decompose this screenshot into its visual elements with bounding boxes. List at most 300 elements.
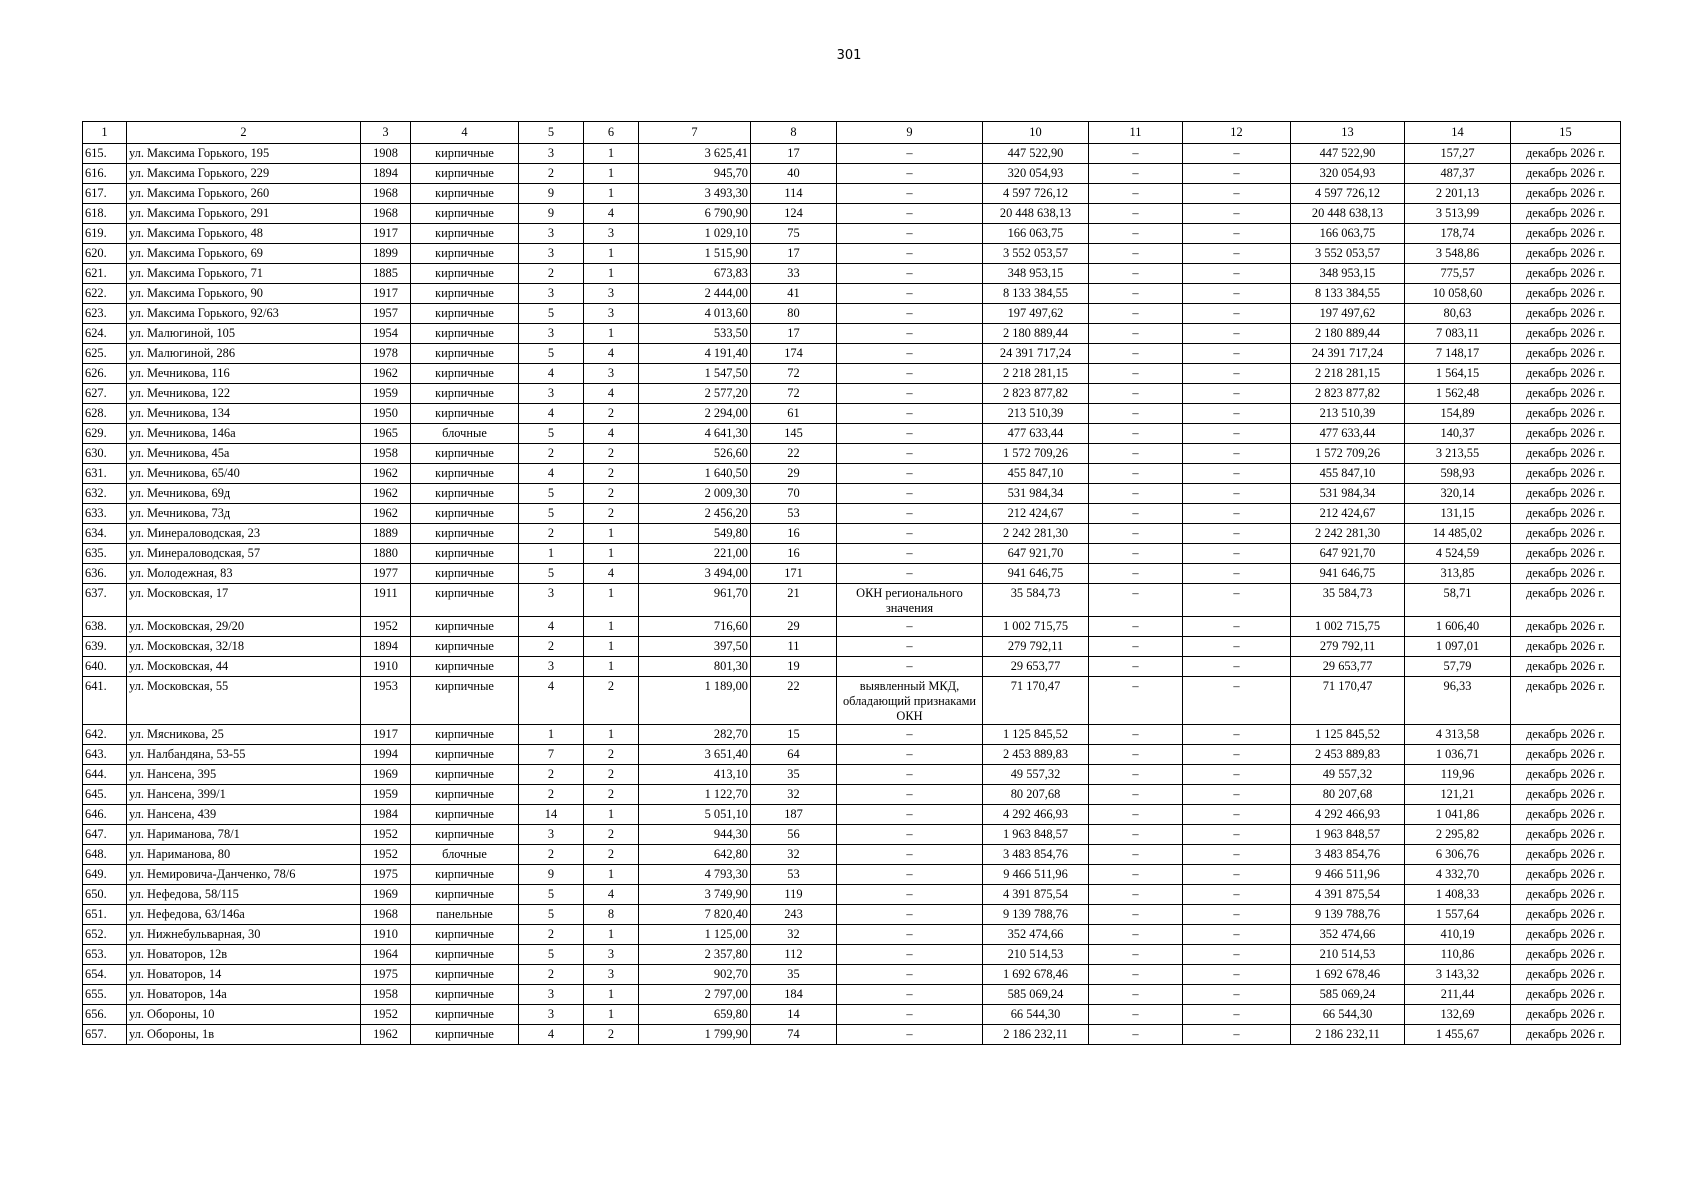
housing-registry-table: [82, 121, 1621, 1045]
cell-col-6: 4: [584, 204, 639, 224]
column-header-9: 9: [837, 122, 983, 144]
cell-col-12: –: [1183, 364, 1291, 384]
cell-col-2: ул. Нансена, 439: [127, 805, 361, 825]
cell-col-4: кирпичные: [411, 1005, 519, 1025]
table-row: [83, 144, 1621, 164]
cell-col-11: –: [1089, 224, 1183, 244]
cell-col-8: 124: [751, 204, 837, 224]
cell-col-9: –: [837, 284, 983, 304]
cell-col-8: 75: [751, 224, 837, 244]
cell-col-13: 1 002 715,75: [1291, 617, 1405, 637]
cell-col-3: 1885: [361, 264, 411, 284]
cell-col-10: 1 963 848,57: [983, 825, 1089, 845]
cell-col-6: 1: [584, 544, 639, 564]
cell-col-11: –: [1089, 1025, 1183, 1045]
cell-col-3: 1975: [361, 865, 411, 885]
cell-col-14: 1 562,48: [1405, 384, 1511, 404]
column-header-2: 2: [127, 122, 361, 144]
cell-col-2: ул. Молодежная, 83: [127, 564, 361, 584]
cell-col-13: 166 063,75: [1291, 224, 1405, 244]
cell-col-9: –: [837, 965, 983, 985]
cell-col-5: 3: [519, 584, 584, 617]
cell-col-8: 35: [751, 765, 837, 785]
cell-col-14: 96,33: [1405, 677, 1511, 725]
cell-col-11: –: [1089, 885, 1183, 905]
cell-col-6: 2: [584, 444, 639, 464]
cell-col-2: ул. Обороны, 10: [127, 1005, 361, 1025]
cell-col-14: 80,63: [1405, 304, 1511, 324]
cell-col-8: 112: [751, 945, 837, 965]
cell-col-7: 1 122,70: [639, 785, 751, 805]
cell-col-13: 279 792,11: [1291, 637, 1405, 657]
cell-col-8: 41: [751, 284, 837, 304]
cell-col-3: 1954: [361, 324, 411, 344]
cell-col-3: 1952: [361, 845, 411, 865]
cell-col-14: 1 041,86: [1405, 805, 1511, 825]
cell-col-9: –: [837, 204, 983, 224]
cell-col-4: кирпичные: [411, 444, 519, 464]
table-row: [83, 905, 1621, 925]
cell-col-5: 3: [519, 244, 584, 264]
cell-col-9: –: [837, 304, 983, 324]
cell-col-10: 9 139 788,76: [983, 905, 1089, 925]
cell-col-2: ул. Мечникова, 45а: [127, 444, 361, 464]
cell-col-5: 2: [519, 264, 584, 284]
cell-col-14: 3 143,32: [1405, 965, 1511, 985]
cell-col-3: 1880: [361, 544, 411, 564]
cell-col-4: кирпичные: [411, 617, 519, 637]
cell-col-1: 656.: [83, 1005, 127, 1025]
cell-col-11: –: [1089, 324, 1183, 344]
cell-col-6: 2: [584, 765, 639, 785]
cell-col-13: 477 633,44: [1291, 424, 1405, 444]
cell-col-12: –: [1183, 945, 1291, 965]
cell-col-7: 1 640,50: [639, 464, 751, 484]
cell-col-10: 8 133 384,55: [983, 284, 1089, 304]
cell-col-14: 6 306,76: [1405, 845, 1511, 865]
column-header-6: 6: [584, 122, 639, 144]
table-row: [83, 885, 1621, 905]
cell-col-1: 616.: [83, 164, 127, 184]
cell-col-3: 1908: [361, 144, 411, 164]
cell-col-10: 4 292 466,93: [983, 805, 1089, 825]
cell-col-2: ул. Московская, 55: [127, 677, 361, 725]
cell-col-12: –: [1183, 845, 1291, 865]
cell-col-7: 659,80: [639, 1005, 751, 1025]
cell-col-6: 3: [584, 364, 639, 384]
cell-col-15: декабрь 2026 г.: [1511, 845, 1621, 865]
cell-col-8: 35: [751, 965, 837, 985]
cell-col-9: –: [837, 224, 983, 244]
cell-col-4: панельные: [411, 905, 519, 925]
cell-col-11: –: [1089, 364, 1183, 384]
cell-col-8: 22: [751, 677, 837, 725]
cell-col-1: 615.: [83, 144, 127, 164]
cell-col-15: декабрь 2026 г.: [1511, 144, 1621, 164]
cell-col-10: 20 448 638,13: [983, 204, 1089, 224]
cell-col-5: 3: [519, 324, 584, 344]
cell-col-5: 9: [519, 184, 584, 204]
cell-col-5: 3: [519, 985, 584, 1005]
cell-col-11: –: [1089, 564, 1183, 584]
column-header-15: 15: [1511, 122, 1621, 144]
cell-col-1: 629.: [83, 424, 127, 444]
cell-col-13: 531 984,34: [1291, 484, 1405, 504]
cell-col-6: 1: [584, 184, 639, 204]
cell-col-3: 1952: [361, 617, 411, 637]
cell-col-13: 2 242 281,30: [1291, 524, 1405, 544]
cell-col-9: –: [837, 725, 983, 745]
cell-col-1: 645.: [83, 785, 127, 805]
cell-col-7: 1 515,90: [639, 244, 751, 264]
cell-col-13: 647 921,70: [1291, 544, 1405, 564]
table-row: [83, 637, 1621, 657]
table-row: [83, 865, 1621, 885]
cell-col-13: 80 207,68: [1291, 785, 1405, 805]
cell-col-12: –: [1183, 464, 1291, 484]
cell-col-9: –: [837, 384, 983, 404]
cell-col-5: 4: [519, 364, 584, 384]
cell-col-2: ул. Налбандяна, 53-55: [127, 745, 361, 765]
cell-col-10: 2 180 889,44: [983, 324, 1089, 344]
cell-col-2: ул. Максима Горького, 195: [127, 144, 361, 164]
cell-col-14: 131,15: [1405, 504, 1511, 524]
cell-col-10: 35 584,73: [983, 584, 1089, 617]
cell-col-1: 635.: [83, 544, 127, 564]
cell-col-13: 4 292 466,93: [1291, 805, 1405, 825]
cell-col-5: 4: [519, 677, 584, 725]
cell-col-10: 477 633,44: [983, 424, 1089, 444]
cell-col-3: 1952: [361, 825, 411, 845]
cell-col-7: 2 577,20: [639, 384, 751, 404]
cell-col-5: 2: [519, 785, 584, 805]
cell-col-12: –: [1183, 805, 1291, 825]
cell-col-10: 1 002 715,75: [983, 617, 1089, 637]
cell-col-6: 2: [584, 464, 639, 484]
cell-col-13: 24 391 717,24: [1291, 344, 1405, 364]
cell-col-5: 3: [519, 825, 584, 845]
cell-col-10: 2 823 877,82: [983, 384, 1089, 404]
cell-col-2: ул. Мечникова, 134: [127, 404, 361, 424]
cell-col-6: 1: [584, 985, 639, 1005]
cell-col-8: 119: [751, 885, 837, 905]
cell-col-8: 19: [751, 657, 837, 677]
cell-col-6: 3: [584, 945, 639, 965]
cell-col-3: 1917: [361, 725, 411, 745]
cell-col-7: 1 029,10: [639, 224, 751, 244]
cell-col-4: кирпичные: [411, 765, 519, 785]
cell-col-15: декабрь 2026 г.: [1511, 677, 1621, 725]
column-header-11: 11: [1089, 122, 1183, 144]
cell-col-13: 1 125 845,52: [1291, 725, 1405, 745]
cell-col-6: 2: [584, 825, 639, 845]
cell-col-3: 1894: [361, 637, 411, 657]
cell-col-4: кирпичные: [411, 324, 519, 344]
cell-col-7: 3 651,40: [639, 745, 751, 765]
cell-col-8: 114: [751, 184, 837, 204]
cell-col-12: –: [1183, 825, 1291, 845]
cell-col-4: кирпичные: [411, 284, 519, 304]
cell-col-7: 1 189,00: [639, 677, 751, 725]
cell-col-4: кирпичные: [411, 304, 519, 324]
cell-col-5: 4: [519, 1025, 584, 1045]
table-row: [83, 324, 1621, 344]
cell-col-7: 4 191,40: [639, 344, 751, 364]
cell-col-12: –: [1183, 324, 1291, 344]
cell-col-14: 1 036,71: [1405, 745, 1511, 765]
cell-col-6: 2: [584, 404, 639, 424]
cell-col-15: декабрь 2026 г.: [1511, 224, 1621, 244]
cell-col-14: 4 332,70: [1405, 865, 1511, 885]
cell-col-13: 8 133 384,55: [1291, 284, 1405, 304]
cell-col-6: 2: [584, 1025, 639, 1045]
cell-col-13: 2 186 232,11: [1291, 1025, 1405, 1045]
cell-col-5: 9: [519, 204, 584, 224]
cell-col-8: 16: [751, 524, 837, 544]
cell-col-11: –: [1089, 725, 1183, 745]
cell-col-8: 174: [751, 344, 837, 364]
column-header-5: 5: [519, 122, 584, 144]
cell-col-1: 628.: [83, 404, 127, 424]
cell-col-5: 5: [519, 885, 584, 905]
cell-col-2: ул. Малюгиной, 286: [127, 344, 361, 364]
cell-col-11: –: [1089, 825, 1183, 845]
table-row: [83, 765, 1621, 785]
cell-col-10: 71 170,47: [983, 677, 1089, 725]
table-row: [83, 264, 1621, 284]
cell-col-13: 2 218 281,15: [1291, 364, 1405, 384]
cell-col-7: 716,60: [639, 617, 751, 637]
cell-col-1: 643.: [83, 745, 127, 765]
cell-col-9: –: [837, 617, 983, 637]
cell-col-7: 397,50: [639, 637, 751, 657]
cell-col-15: декабрь 2026 г.: [1511, 264, 1621, 284]
cell-col-15: декабрь 2026 г.: [1511, 865, 1621, 885]
cell-col-5: 4: [519, 617, 584, 637]
cell-col-1: 623.: [83, 304, 127, 324]
cell-col-14: 3 513,99: [1405, 204, 1511, 224]
cell-col-12: –: [1183, 224, 1291, 244]
cell-col-11: –: [1089, 504, 1183, 524]
cell-col-1: 646.: [83, 805, 127, 825]
cell-col-15: декабрь 2026 г.: [1511, 544, 1621, 564]
cell-col-2: ул. Нефедова, 63/146а: [127, 905, 361, 925]
cell-col-12: –: [1183, 384, 1291, 404]
cell-col-10: 647 921,70: [983, 544, 1089, 564]
cell-col-4: блочные: [411, 845, 519, 865]
cell-col-14: 121,21: [1405, 785, 1511, 805]
cell-col-3: 1978: [361, 344, 411, 364]
cell-col-2: ул. Максима Горького, 260: [127, 184, 361, 204]
cell-col-7: 2 444,00: [639, 284, 751, 304]
cell-col-1: 617.: [83, 184, 127, 204]
table-row: [83, 424, 1621, 444]
cell-col-13: 2 823 877,82: [1291, 384, 1405, 404]
cell-col-8: 70: [751, 484, 837, 504]
cell-col-3: 1969: [361, 765, 411, 785]
cell-col-1: 622.: [83, 284, 127, 304]
cell-col-13: 941 646,75: [1291, 564, 1405, 584]
cell-col-14: 1 557,64: [1405, 905, 1511, 925]
table-row: [83, 677, 1621, 725]
cell-col-5: 5: [519, 304, 584, 324]
column-header-3: 3: [361, 122, 411, 144]
cell-col-9: –: [837, 324, 983, 344]
cell-col-2: ул. Максима Горького, 92/63: [127, 304, 361, 324]
cell-col-3: 1962: [361, 1025, 411, 1045]
cell-col-7: 2 456,20: [639, 504, 751, 524]
cell-col-13: 320 054,93: [1291, 164, 1405, 184]
cell-col-9: –: [837, 637, 983, 657]
cell-col-4: кирпичные: [411, 524, 519, 544]
cell-col-14: 58,71: [1405, 584, 1511, 617]
column-header-13: 13: [1291, 122, 1405, 144]
cell-col-2: ул. Максима Горького, 90: [127, 284, 361, 304]
cell-col-7: 4 793,30: [639, 865, 751, 885]
cell-col-9: –: [837, 524, 983, 544]
cell-col-8: 22: [751, 444, 837, 464]
cell-col-3: 1917: [361, 224, 411, 244]
cell-col-12: –: [1183, 344, 1291, 364]
cell-col-1: 638.: [83, 617, 127, 637]
cell-col-2: ул. Нефедова, 58/115: [127, 885, 361, 905]
table-row: [83, 745, 1621, 765]
cell-col-11: –: [1089, 464, 1183, 484]
cell-col-6: 1: [584, 805, 639, 825]
cell-col-5: 4: [519, 464, 584, 484]
table-row: [83, 364, 1621, 384]
cell-col-4: кирпичные: [411, 504, 519, 524]
cell-col-14: 157,27: [1405, 144, 1511, 164]
cell-col-14: 10 058,60: [1405, 284, 1511, 304]
cell-col-12: –: [1183, 304, 1291, 324]
cell-col-4: кирпичные: [411, 484, 519, 504]
cell-col-6: 1: [584, 324, 639, 344]
cell-col-2: ул. Максима Горького, 229: [127, 164, 361, 184]
table-row: [83, 805, 1621, 825]
cell-col-13: 20 448 638,13: [1291, 204, 1405, 224]
cell-col-4: кирпичные: [411, 244, 519, 264]
cell-col-11: –: [1089, 584, 1183, 617]
cell-col-8: 16: [751, 544, 837, 564]
cell-col-13: 447 522,90: [1291, 144, 1405, 164]
cell-col-6: 1: [584, 264, 639, 284]
cell-col-13: 29 653,77: [1291, 657, 1405, 677]
cell-col-15: декабрь 2026 г.: [1511, 617, 1621, 637]
cell-col-4: кирпичные: [411, 885, 519, 905]
cell-col-8: 17: [751, 324, 837, 344]
cell-col-11: –: [1089, 805, 1183, 825]
cell-col-7: 2 797,00: [639, 985, 751, 1005]
cell-col-12: –: [1183, 925, 1291, 945]
cell-col-6: 1: [584, 637, 639, 657]
cell-col-4: кирпичные: [411, 584, 519, 617]
cell-col-2: ул. Мечникова, 69д: [127, 484, 361, 504]
cell-col-3: 1969: [361, 885, 411, 905]
cell-col-2: ул. Мясникова, 25: [127, 725, 361, 745]
cell-col-6: 2: [584, 484, 639, 504]
cell-col-3: 1894: [361, 164, 411, 184]
cell-col-8: 17: [751, 144, 837, 164]
cell-col-14: 154,89: [1405, 404, 1511, 424]
table-row: [83, 224, 1621, 244]
table-row: [83, 657, 1621, 677]
table-row: [83, 544, 1621, 564]
cell-col-8: 145: [751, 424, 837, 444]
cell-col-4: кирпичные: [411, 184, 519, 204]
table-row: [83, 725, 1621, 745]
table-row: [83, 484, 1621, 504]
cell-col-8: 21: [751, 584, 837, 617]
cell-col-5: 4: [519, 404, 584, 424]
cell-col-15: декабрь 2026 г.: [1511, 404, 1621, 424]
cell-col-10: 2 186 232,11: [983, 1025, 1089, 1045]
cell-col-3: 1959: [361, 785, 411, 805]
cell-col-11: –: [1089, 925, 1183, 945]
cell-col-15: декабрь 2026 г.: [1511, 324, 1621, 344]
cell-col-11: –: [1089, 144, 1183, 164]
cell-col-12: –: [1183, 444, 1291, 464]
cell-col-9: –: [837, 1005, 983, 1025]
table-row: [83, 384, 1621, 404]
cell-col-9: –: [837, 244, 983, 264]
cell-col-10: 320 054,93: [983, 164, 1089, 184]
cell-col-1: 657.: [83, 1025, 127, 1045]
cell-col-8: 14: [751, 1005, 837, 1025]
cell-col-6: 4: [584, 384, 639, 404]
cell-col-4: кирпичные: [411, 785, 519, 805]
cell-col-12: –: [1183, 745, 1291, 765]
cell-col-8: 40: [751, 164, 837, 184]
cell-col-4: кирпичные: [411, 637, 519, 657]
cell-col-15: декабрь 2026 г.: [1511, 945, 1621, 965]
cell-col-13: 2 180 889,44: [1291, 324, 1405, 344]
cell-col-7: 1 547,50: [639, 364, 751, 384]
cell-col-10: 1 692 678,46: [983, 965, 1089, 985]
cell-col-13: 348 953,15: [1291, 264, 1405, 284]
cell-col-11: –: [1089, 484, 1183, 504]
cell-col-8: 17: [751, 244, 837, 264]
cell-col-2: ул. Нансена, 399/1: [127, 785, 361, 805]
cell-col-6: 1: [584, 617, 639, 637]
cell-col-6: 3: [584, 224, 639, 244]
cell-col-4: кирпичные: [411, 464, 519, 484]
cell-col-9: –: [837, 845, 983, 865]
cell-col-11: –: [1089, 444, 1183, 464]
cell-col-1: 636.: [83, 564, 127, 584]
cell-col-4: кирпичные: [411, 745, 519, 765]
cell-col-10: 531 984,34: [983, 484, 1089, 504]
cell-col-7: 3 749,90: [639, 885, 751, 905]
cell-col-8: 72: [751, 384, 837, 404]
cell-col-6: 2: [584, 845, 639, 865]
column-header-14: 14: [1405, 122, 1511, 144]
cell-col-6: 1: [584, 584, 639, 617]
cell-col-6: 2: [584, 677, 639, 725]
cell-col-14: 313,85: [1405, 564, 1511, 584]
cell-col-4: кирпичные: [411, 825, 519, 845]
cell-col-9: –: [837, 504, 983, 524]
cell-col-2: ул. Новаторов, 12в: [127, 945, 361, 965]
cell-col-1: 637.: [83, 584, 127, 617]
cell-col-14: 3 548,86: [1405, 244, 1511, 264]
table-row: [83, 845, 1621, 865]
cell-col-1: 624.: [83, 324, 127, 344]
cell-col-9: –: [837, 925, 983, 945]
cell-col-9: –: [837, 905, 983, 925]
cell-col-9: –: [837, 404, 983, 424]
cell-col-6: 3: [584, 965, 639, 985]
